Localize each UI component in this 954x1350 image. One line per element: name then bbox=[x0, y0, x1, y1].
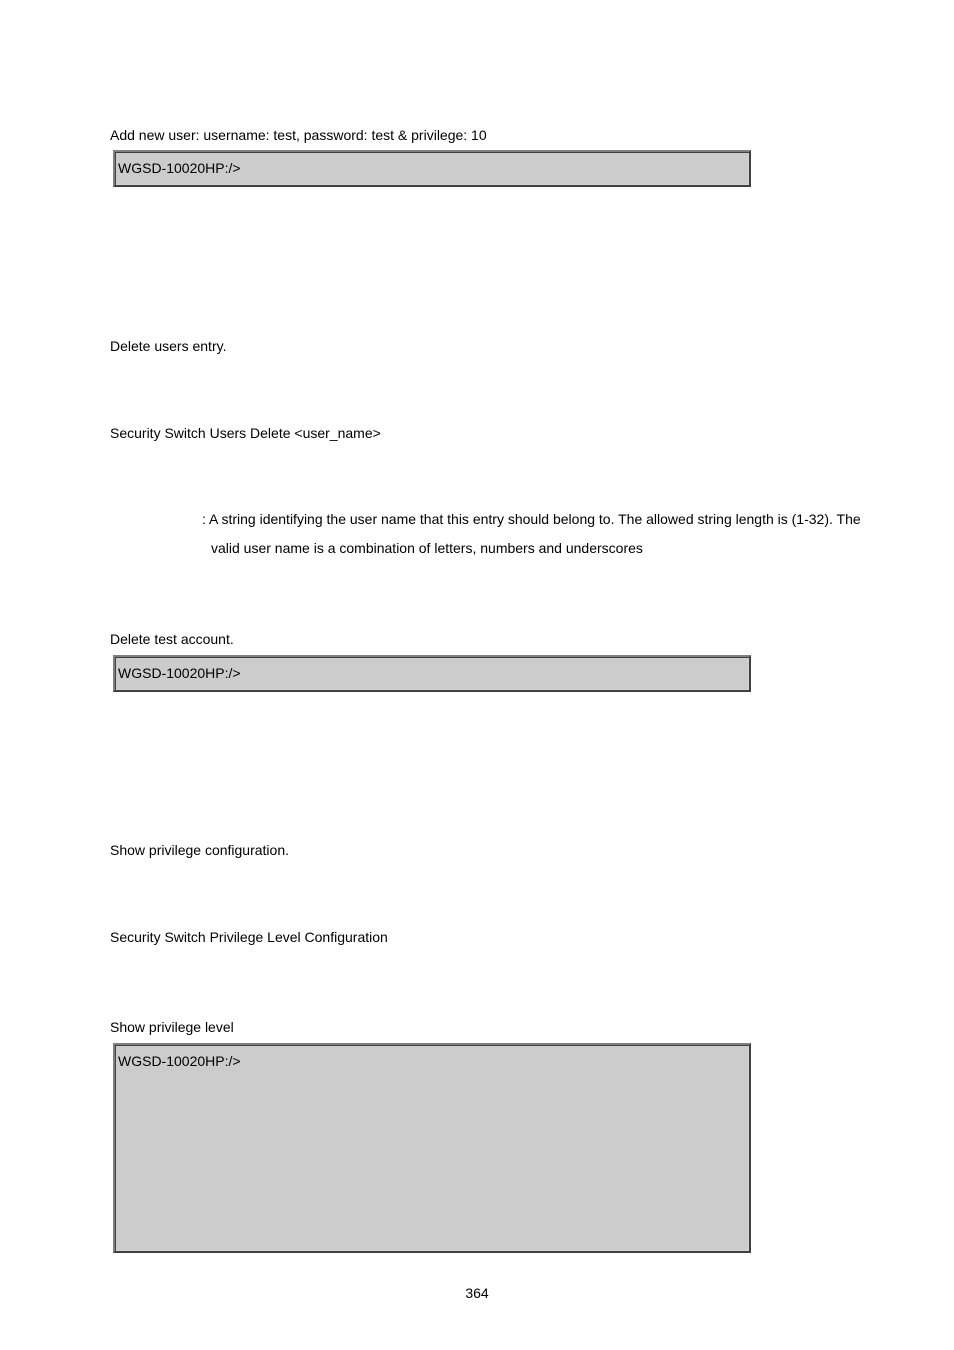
example-privilege-text: Show privilege level bbox=[110, 1019, 234, 1035]
page-number: 364 bbox=[465, 1285, 489, 1301]
example-add-user-text: Add new user: username: test, password: test & privilege: 10 bbox=[110, 127, 487, 143]
cli-box-privilege bbox=[113, 1043, 751, 1253]
privilege-description: Show privilege configuration. bbox=[110, 842, 289, 858]
cli-prompt: WGSD-10020HP:/> bbox=[118, 1053, 241, 1069]
delete-syntax: Security Switch Users Delete <user_name> bbox=[110, 425, 381, 441]
cli-prompt: WGSD-10020HP:/> bbox=[118, 665, 241, 681]
parameter-description-line1: : A string identifying the user name that this entry should belong to. The allowed string length is (1-32). The bbox=[202, 511, 861, 527]
privilege-syntax: Security Switch Privilege Level Configuration bbox=[110, 929, 388, 945]
parameter-description-line2: valid user name is a combination of letters, numbers and underscores bbox=[211, 540, 643, 556]
example-delete-text: Delete test account. bbox=[110, 631, 234, 647]
cli-box-add-user bbox=[113, 150, 751, 187]
cli-prompt: WGSD-10020HP:/> bbox=[118, 160, 241, 176]
delete-description: Delete users entry. bbox=[110, 338, 227, 354]
cli-box-delete bbox=[113, 655, 751, 692]
